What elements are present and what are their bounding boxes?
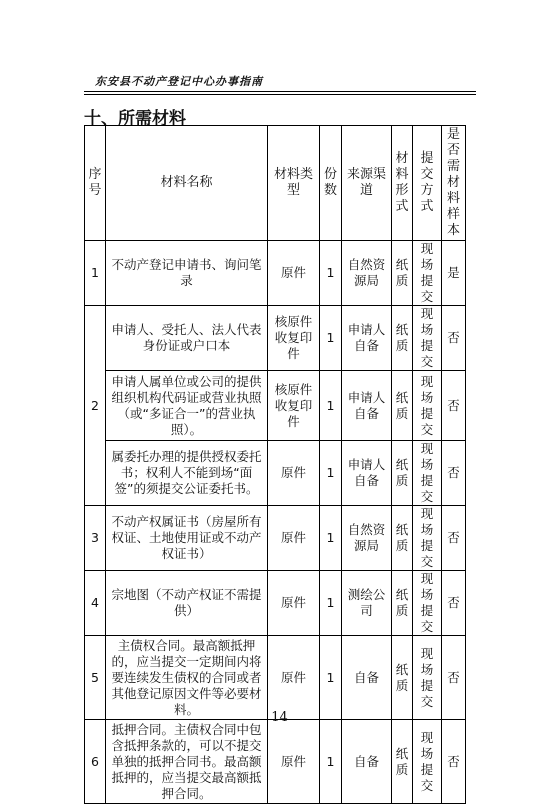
- row-submit: 现场提交: [413, 571, 442, 636]
- header-form: 材料形式: [392, 126, 413, 241]
- row-source: 申请人自备: [342, 441, 392, 506]
- row-source: 自备: [342, 720, 392, 804]
- row-form: 纸质: [392, 571, 413, 636]
- row-form: 纸质: [392, 720, 413, 804]
- row-source: 申请人自备: [342, 306, 392, 371]
- row-submit: 现场提交: [413, 306, 442, 371]
- row-form: 纸质: [392, 441, 413, 506]
- row-type: 原件: [268, 571, 320, 636]
- header-sample: 是否需材料样本: [442, 126, 466, 241]
- row-name: 抵押合同。主债权合同中包含抵押条款的，可以不提交单独的抵押合同书。最高额抵押的，应当提交最高额抵押合同。: [106, 720, 268, 804]
- table-row: [85, 241, 466, 306]
- header-submit: 提交方式: [413, 126, 442, 241]
- row-no: 5: [85, 636, 106, 720]
- row-no: 2: [85, 306, 106, 506]
- row-type: 核原件收复印件: [268, 371, 320, 441]
- row-form: 纸质: [392, 506, 413, 571]
- document-header-title: 东安县不动产登记中心办事指南: [95, 75, 263, 88]
- row-source: 申请人自备: [342, 371, 392, 441]
- row-type: 原件: [268, 720, 320, 804]
- row-submit: 现场提交: [413, 441, 442, 506]
- row-copies: 1: [320, 720, 342, 804]
- row-copies: 1: [320, 241, 342, 306]
- row-submit: 现场提交: [413, 371, 442, 441]
- row-sample: 是: [442, 241, 466, 306]
- row-sample: 否: [442, 571, 466, 636]
- section-title: 十、所需材料: [84, 109, 186, 129]
- row-submit: 现场提交: [413, 720, 442, 804]
- row-type: 原件: [268, 506, 320, 571]
- table-header-row: [85, 126, 466, 241]
- row-name: 申请人、受托人、法人代表身份证或户口本: [106, 306, 268, 371]
- row-submit: 现场提交: [413, 636, 442, 720]
- row-copies: 1: [320, 636, 342, 720]
- row-form: 纸质: [392, 636, 413, 720]
- row-type: 原件: [268, 241, 320, 306]
- table-row: [85, 636, 466, 720]
- row-copies: 1: [320, 506, 342, 571]
- row-submit: 现场提交: [413, 241, 442, 306]
- row-form: 纸质: [392, 371, 413, 441]
- header-rule: [84, 91, 476, 92]
- materials-table: [84, 125, 466, 804]
- row-sample: 否: [442, 506, 466, 571]
- header-rule-thin: [84, 94, 476, 95]
- row-sample: 否: [442, 306, 466, 371]
- row-type: 原件: [268, 441, 320, 506]
- row-source: 测绘公司: [342, 571, 392, 636]
- row-name: 不动产权属证书（房屋所有权证、土地使用证或不动产权证书）: [106, 506, 268, 571]
- row-name: 主债权合同。最高额抵押的，应当提交一定期间内将要连续发生债权的合同或者其他登记原因文件等必要材料。: [106, 636, 268, 720]
- header-name: 材料名称: [106, 126, 268, 241]
- row-sample: 否: [442, 636, 466, 720]
- table-row: [85, 441, 466, 506]
- row-no: 3: [85, 506, 106, 571]
- table-row: [85, 371, 466, 441]
- table-row: [85, 306, 466, 371]
- row-no: 4: [85, 571, 106, 636]
- row-submit: 现场提交: [413, 506, 442, 571]
- row-sample: 否: [442, 720, 466, 804]
- row-no: 1: [85, 241, 106, 306]
- header-copies: 份数: [320, 126, 342, 241]
- row-sample: 否: [442, 371, 466, 441]
- row-name: 不动产登记申请书、询问笔录: [106, 241, 268, 306]
- table-row: [85, 506, 466, 571]
- row-copies: 1: [320, 306, 342, 371]
- row-type: 原件: [268, 636, 320, 720]
- row-name: 申请人属单位或公司的提供组织机构代码证或营业执照（或“多证合一”的营业执照）。: [106, 371, 268, 441]
- row-sample: 否: [442, 441, 466, 506]
- row-source: 自然资源局: [342, 241, 392, 306]
- table-row: [85, 720, 466, 804]
- row-copies: 1: [320, 441, 342, 506]
- row-name: 宗地图（不动产权证不需提供）: [106, 571, 268, 636]
- page-number: 14: [271, 710, 288, 725]
- header-type: 材料类型: [268, 126, 320, 241]
- row-source: 自备: [342, 636, 392, 720]
- row-type: 核原件收复印件: [268, 306, 320, 371]
- row-source: 自然资源局: [342, 506, 392, 571]
- row-form: 纸质: [392, 306, 413, 371]
- row-copies: 1: [320, 371, 342, 441]
- row-form: 纸质: [392, 241, 413, 306]
- row-no: 6: [85, 720, 106, 804]
- table-row: [85, 571, 466, 636]
- row-copies: 1: [320, 571, 342, 636]
- header-no: 序号: [85, 126, 106, 241]
- row-name: 属委托办理的提供授权委托书；权利人不能到场“面签”的须提交公证委托书。: [106, 441, 268, 506]
- header-source: 来源渠道: [342, 126, 392, 241]
